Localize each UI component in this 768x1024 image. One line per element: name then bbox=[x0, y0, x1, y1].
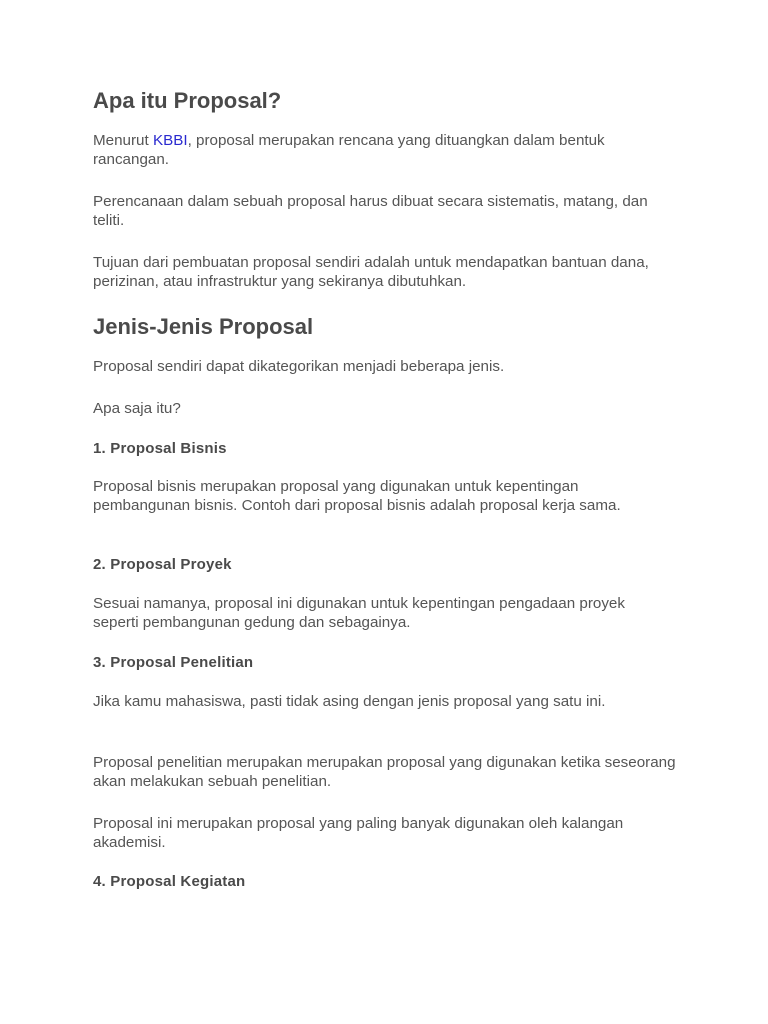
paragraph-penelitian-definisi: Proposal penelitian merupakan merupakan proposal yang digunakan ketika seseorang akan melakukan sebuah penelitian. bbox=[93, 754, 676, 790]
heading-apa-itu-proposal: Apa itu Proposal? bbox=[93, 88, 282, 113]
paragraph-apa-saja: Apa saja itu? bbox=[93, 400, 181, 417]
paragraph-penelitian-akademisi: Proposal ini merupakan proposal yang paling banyak digunakan oleh kalangan akademisi. bbox=[93, 815, 624, 851]
paragraph-penelitian-mahasiswa: Jika kamu mahasiswa, pasti tidak asing dengan jenis proposal yang satu ini. bbox=[93, 693, 606, 710]
subheading-proposal-kegiatan: 4. Proposal Kegiatan bbox=[93, 873, 246, 890]
paragraph-definisi-suffix: , proposal merupakan rencana yang dituangkan dalam bentuk rancangan. bbox=[93, 132, 605, 168]
kbbi-link[interactable]: KBBI bbox=[152, 132, 188, 149]
paragraph-proposal-bisnis: Proposal bisnis merupakan proposal yang digunakan untuk kepentingan pembangunan bisnis. Contoh dari proposal bisnis adalah proposal kerja sama. bbox=[93, 478, 621, 514]
subheading-proposal-proyek: 2. Proposal Proyek bbox=[93, 556, 232, 573]
paragraph-definisi bbox=[93, 131, 653, 169]
paragraph-perencanaan: Perencanaan dalam sebuah proposal harus dibuat secara sistematis, matang, dan teliti. bbox=[93, 193, 648, 229]
paragraph-kategori: Proposal sendiri dapat dikategorikan menjadi beberapa jenis. bbox=[93, 358, 505, 375]
subheading-proposal-bisnis: 1. Proposal Bisnis bbox=[93, 440, 227, 457]
subheading-proposal-penelitian: 3. Proposal Penelitian bbox=[93, 654, 254, 671]
paragraph-proposal-proyek: Sesuai namanya, proposal ini digunakan untuk kepentingan pengadaan proyek seperti pembangunan gedung dan sebagainya. bbox=[93, 595, 625, 631]
heading-jenis-jenis-proposal: Jenis-Jenis Proposal bbox=[93, 314, 314, 339]
paragraph-tujuan: Tujuan dari pembuatan proposal sendiri adalah untuk mendapatkan bantuan dana, perizinan, atau infrastruktur yang sekiranya dibutuhkan. bbox=[93, 254, 649, 290]
paragraph-definisi-prefix: Menurut bbox=[93, 132, 153, 149]
